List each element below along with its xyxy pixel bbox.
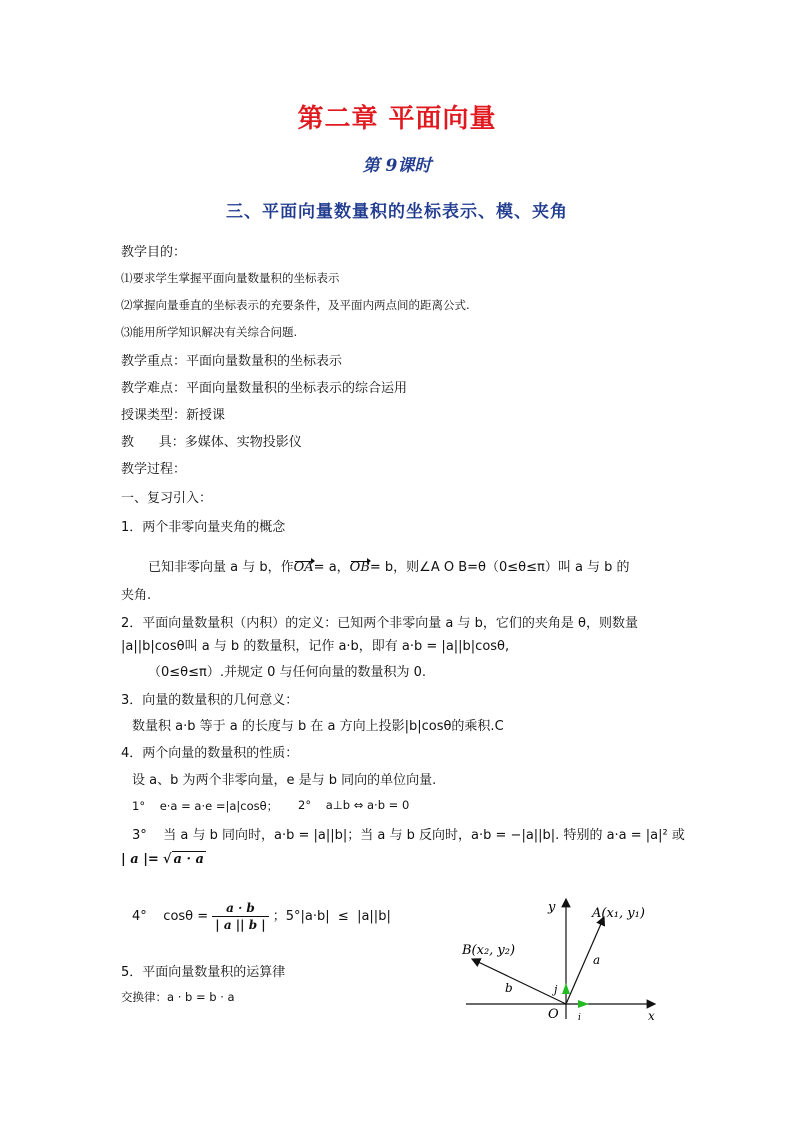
coordinate-figure	[450, 895, 690, 1035]
vector-ob: OB	[349, 560, 370, 575]
point-b-label: B(x₂, y₂)	[462, 943, 516, 958]
objective-item-1: ⑴要求学生掌握平面向量数量积的坐标表示	[121, 271, 340, 285]
cos-fraction-numerator: a · b	[212, 900, 268, 917]
review-item-2-line2: |a||b|cosθ叫 a 与 b 的数量积，记作 a·b，即有 a·b = |a||b|cosθ,	[121, 639, 510, 654]
difficulty: 教学难点：平面向量数量积的坐标表示的综合运用	[121, 381, 408, 396]
key-point: 教学重点：平面向量数量积的坐标表示	[121, 354, 343, 369]
review-heading: 一、复习引入：	[121, 491, 213, 506]
unit-i-label: i	[578, 1013, 581, 1023]
review-item-5-title: 5．平面向量数量积的运算律	[121, 965, 286, 980]
property-3: 3° 当 a 与 b 同向时，a·b = |a||b|；当 a 与 b 反向时，a·b = −|a||b|. 特别的 a·a = |a|² 或	[132, 828, 685, 843]
property-4-prefix: 4° cosθ =	[132, 909, 209, 924]
review-item-1-line2: 夹角.	[121, 588, 152, 603]
review-item-4-title: 4．两个向量的数量积的性质：	[121, 746, 299, 761]
commutative-law: 交换律：a · b = b · a	[121, 990, 235, 1004]
unit-vector-i	[578, 1000, 589, 1008]
property-3-line2	[121, 852, 206, 867]
unit-vector-j	[562, 983, 570, 994]
section-title: 三、平面向量数量积的坐标表示、模、夹角	[226, 202, 568, 222]
objective-item-3: ⑶能用所学知识解决有关综合问题.	[121, 325, 298, 339]
lesson-number: 第 9课时	[362, 156, 432, 176]
review-item-2-line3: （0≤θ≤π）.并规定 0 与任何向量的数量积为 0.	[148, 665, 427, 680]
vector-b-label: b	[505, 981, 513, 995]
lesson-type: 授课类型：新授课	[121, 408, 226, 423]
point-a-label: A(x₁, y₁)	[592, 906, 645, 921]
property-4	[132, 900, 391, 933]
modulus-label: | a |=	[121, 852, 159, 867]
teaching-tools: 教 具：多媒体、实物投影仪	[121, 435, 302, 450]
vector-b-line	[472, 959, 566, 1004]
teaching-process: 教学过程：	[121, 462, 187, 477]
chapter-title: 第二章 平面向量	[297, 104, 497, 134]
item1-eq2: = b，则∠A O B=θ（0≤θ≤π）叫 a 与 b 的	[369, 560, 630, 575]
vector-a-label: a	[593, 953, 601, 967]
item1-eq1: = a，	[313, 560, 350, 575]
objective-item-2: ⑵掌握向量垂直的坐标表示的充要条件，及平面内两点间的距离公式.	[121, 298, 470, 312]
review-item-4-intro: 设 a、b 为两个非零向量，e 是与 b 同向的单位向量.	[132, 773, 437, 788]
cos-fraction-denominator: | a || b |	[215, 918, 266, 932]
unit-j-label: j	[554, 983, 558, 996]
sqrt-radicand: a · a	[173, 852, 204, 867]
sqrt-expression: √ a · a	[162, 852, 204, 867]
review-item-1-text	[148, 556, 630, 575]
review-item-2-line1: 2．平面向量数量积（内积）的定义：已知两个非零向量 a 与 b，它们的夹角是 θ，则数量	[121, 616, 638, 631]
vector-oa: OA	[293, 560, 314, 575]
x-axis-label: x	[648, 1009, 655, 1023]
review-item-1-title: 1．两个非零向量夹角的概念	[121, 520, 286, 535]
cos-fraction	[212, 900, 268, 933]
property-2: 2° a⊥b ⇔ a·b = 0	[298, 798, 410, 812]
y-axis-label: y	[548, 900, 556, 915]
objectives-heading: 教学目的：	[121, 245, 187, 260]
review-item-3-body: 数量积 a·b 等于 a 的长度与 b 在 a 方向上投影|b|cosθ的乘积.C	[132, 719, 504, 734]
property-1: 1° e·a = a·e =|a|cosθ；	[132, 799, 279, 813]
origin-label: O	[548, 1007, 559, 1022]
item1-text-a: 已知非零向量 a 与 b，作	[148, 560, 294, 575]
review-item-3-title: 3．向量的数量积的几何意义：	[121, 693, 299, 708]
property-4-suffix: ；5°|a·b| ≤ |a||b|	[272, 909, 391, 924]
